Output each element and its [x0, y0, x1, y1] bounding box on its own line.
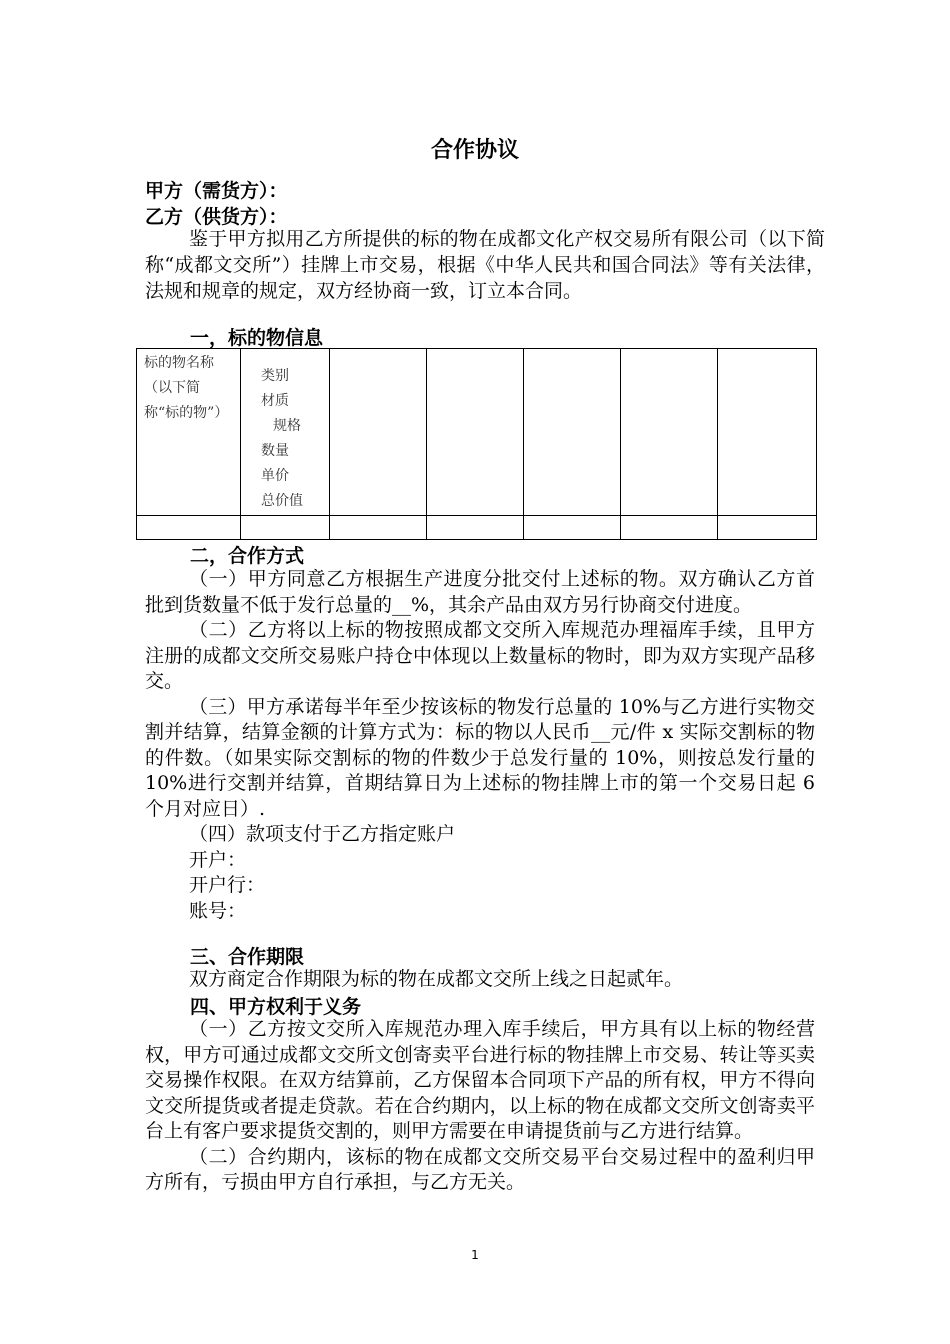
table-row	[137, 349, 817, 516]
attribute-label: 数量	[261, 443, 289, 459]
table-cell	[427, 516, 524, 540]
table-cell	[241, 516, 330, 540]
section-3-heading: 三、合作期限	[190, 946, 305, 968]
table-cell	[427, 349, 524, 516]
clause-paragraph: （一）乙方按文交所入库规范办理入库手续后，甲方具有以上标的物经营权，甲方可通过成都文交所文创寄卖平台进行标的物挂牌上市交易、转让等买卖交易操作权限。在双方结算前，乙方保留本合同项下产品的所有权，甲方不得向文交所提货或者提走贷款。若在合约期内，以上标的物在成都文交所文创寄卖平台上有客户要求提货交割的，则甲方需要在申请提货前与乙方进行结算。	[145, 1018, 815, 1142]
attribute-label: 类别	[261, 368, 289, 384]
item-name-cell: 标的物名称（以下简称“标的物”）	[137, 349, 241, 516]
table-cell	[524, 516, 621, 540]
clause-paragraph: （四）款项支付于乙方指定账户	[189, 823, 456, 845]
attribute-label: 总价值	[261, 493, 303, 509]
account-number-line: 账号：	[189, 899, 247, 922]
account-holder-line: 开户：	[189, 848, 247, 871]
bank-line: 开户行：	[189, 874, 266, 896]
table-cell	[524, 349, 621, 516]
attribute-label: 材质	[261, 393, 289, 409]
table-cell	[330, 349, 427, 516]
section-3-body	[145, 967, 815, 993]
section-2-body	[145, 567, 815, 924]
table-cell	[330, 516, 427, 540]
clause-paragraph: （一）甲方同意乙方根据生产进度分批交付上述标的物。双方确认乙方首批到货数量不低于发行总量的__%，其余产品由双方另行协商交付进度。	[145, 568, 815, 616]
intro-paragraph: 鉴于甲方拟用乙方所提供的标的物在成都文化产权交易所有限公司（以下简称“成都文交所”）挂牌上市交易，根据《中华人民共和国合同法》等有关法律，法规和规章的规定，双方经协商一致，订立本合同。	[145, 228, 825, 302]
table-cell	[621, 349, 718, 516]
document-title: 合作协议	[430, 138, 519, 163]
table-cell	[718, 349, 817, 516]
attribute-label: 单价	[261, 468, 289, 484]
table-cell	[718, 516, 817, 540]
clause-paragraph: （二）合约期内，该标的物在成都文交所交易平台交易过程中的盈利归甲方所有，亏损由甲方自行承担，与乙方无关。	[145, 1145, 815, 1193]
section-4-body	[145, 1017, 815, 1196]
clause-paragraph: （二）乙方将以上标的物按照成都文交所入库规范办理福库手续，且甲方注册的成都文交所交易账户持仓中体现以上数量标的物时，即为双方实现产品移交。	[145, 619, 815, 692]
section-4-heading: 四、甲方权利于义务	[190, 996, 362, 1018]
party-a-label: 甲方（需货方）：	[145, 180, 288, 202]
attribute-label: 规格	[273, 418, 301, 434]
page-number: 1	[471, 1248, 479, 1262]
item-attributes-cell	[241, 349, 330, 516]
table-cell	[621, 516, 718, 540]
table-cell	[137, 516, 241, 540]
term-paragraph: 双方商定合作期限为标的物在成都文交所上线之日起贰年。	[189, 968, 684, 990]
section-1-heading: 一，标的物信息	[190, 327, 324, 349]
party-b-label: 乙方（供货方）：	[145, 206, 288, 228]
table-row	[137, 516, 817, 540]
item-info-table	[136, 348, 817, 540]
section-2-heading: 二，合作方式	[190, 545, 305, 567]
clause-paragraph: （三）甲方承诺每半年至少按该标的物发行总量的 10%与乙方进行实物交割并结算，结算金额的计算方式为：标的物以人民币__元/件 x 实际交割标的物的件数。（如果实际交割标的物的件数少于总发行量的 10%，则按总发行量的 10%进行交割并结算，首期结算日为上述标的物挂牌上市的第一个交易日起 6 个月对应日）.	[145, 695, 815, 820]
